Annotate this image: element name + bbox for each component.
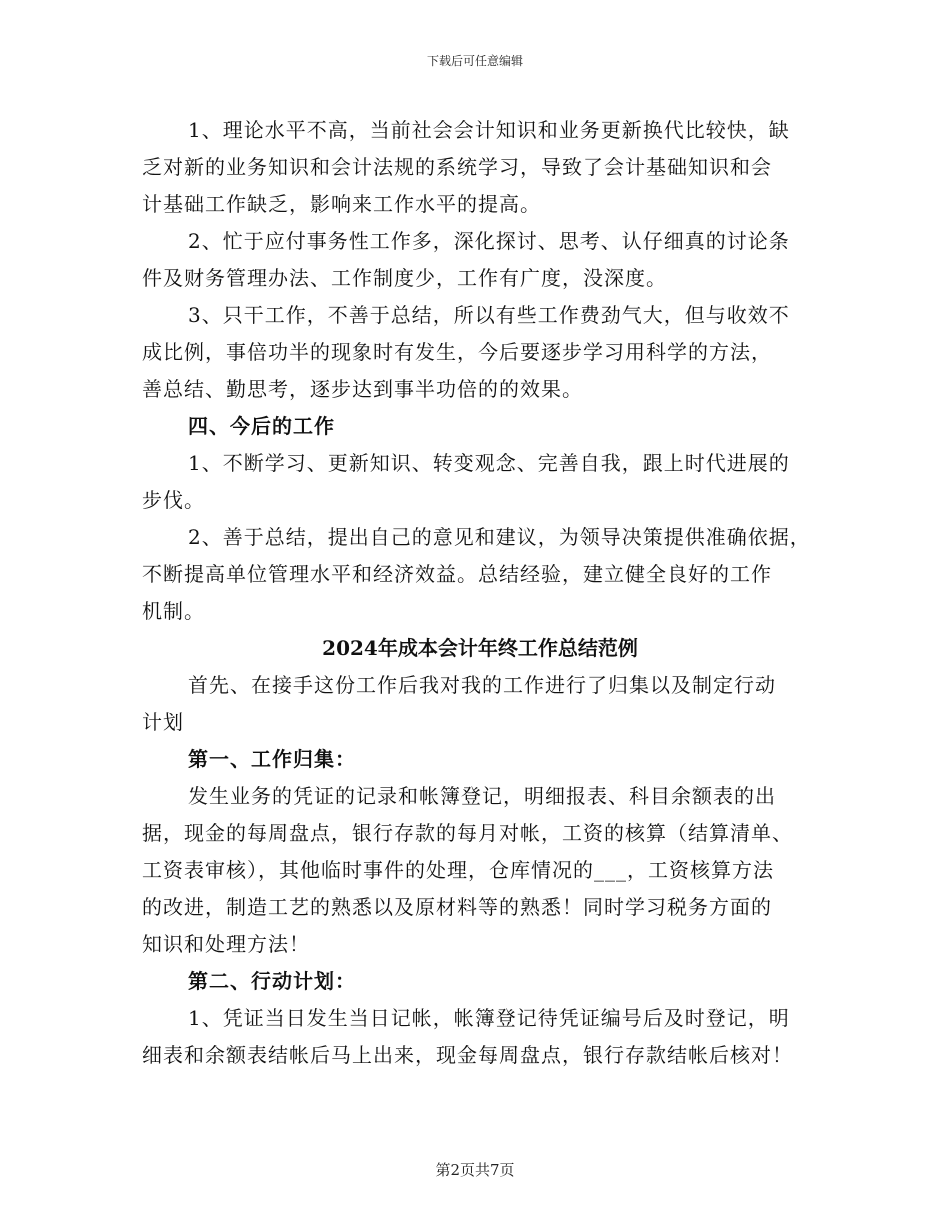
- text-line: 1、凭证当日发生当日记帐，帐簿登记待凭证编号后及时登记，明: [188, 1006, 790, 1030]
- text-line: 2024年成本会计年终工作总结范例: [322, 636, 638, 660]
- text-line: 机制。: [142, 599, 205, 623]
- text-line: 第一、工作归集：: [188, 747, 356, 771]
- text-line: 2、善于总结，提出自己的意见和建议，为领导决策提供准确依据，: [188, 525, 811, 549]
- text-line: 善总结、勤思考，逐步达到事半功倍的的效果。: [142, 377, 583, 401]
- text-line: 工资表审核），其他临时事件的处理，仓库情况的___，工资核算方法: [142, 858, 774, 882]
- paragraph: [142, 778, 818, 963]
- text-line: 的改进，制造工艺的熟悉以及原材料等的熟悉！同时学习税务方面的: [142, 895, 772, 919]
- text-line: 第二、行动计划：: [188, 969, 356, 993]
- paragraph: [142, 112, 818, 223]
- page-number: 第2页共7页: [435, 1161, 515, 1179]
- paragraph: [142, 297, 818, 408]
- text-line: 四、今后的工作: [188, 414, 335, 438]
- text-line: 不断提高单位管理水平和经济效益。总结经验，建立健全良好的工作: [142, 562, 772, 586]
- text-line: 首先、在接手这份工作后我对我的工作进行了归集以及制定行动: [188, 673, 776, 697]
- paragraph: [142, 667, 818, 741]
- text-line: 细表和余额表结帐后马上出来，现金每周盘点，银行存款结帐后核对！: [142, 1043, 793, 1067]
- text-line: 3、只干工作，不善于总结，所以有些工作费劲气大，但与收效不: [188, 303, 790, 327]
- paragraph: [142, 223, 818, 297]
- document-body: [142, 112, 818, 1074]
- text-line: 件及财务管理办法、工作制度少，工作有广度，没深度。: [142, 266, 667, 290]
- text-line: 计基础工作缺乏，影响来工作水平的提高。: [142, 192, 541, 216]
- text-line: 乏对新的业务知识和会计法规的系统学习，导致了会计基础知识和会: [142, 155, 772, 179]
- text-line: 计划: [142, 710, 184, 734]
- text-line: 1、理论水平不高，当前社会会计知识和业务更新换代比较快，缺: [188, 118, 790, 142]
- text-line: 1、不断学习、更新知识、转变观念、完善自我，跟上时代进展的: [188, 451, 790, 475]
- paragraph: [142, 519, 818, 630]
- text-line: 2、忙于应付事务性工作多，深化探讨、思考、认仔细真的讨论条: [188, 229, 790, 253]
- section-title: [142, 630, 818, 667]
- section-heading: [142, 963, 818, 1000]
- text-line: 知识和处理方法！: [142, 932, 310, 956]
- section-heading: [142, 741, 818, 778]
- paragraph: [142, 1000, 818, 1074]
- text-line: 成比例，事倍功半的现象时有发生，今后要逐步学习用科学的方法，: [142, 340, 772, 364]
- page-header-note: 下载后可任意编辑: [426, 54, 523, 68]
- text-line: 发生业务的凭证的记录和帐簿登记，明细报表、科目余额表的出: [188, 784, 776, 808]
- section-heading: [142, 408, 818, 445]
- paragraph: [142, 445, 818, 519]
- text-line: 步伐。: [142, 488, 205, 512]
- text-line: 据，现金的每周盘点，银行存款的每月对帐，工资的核算（结算清单、: [142, 821, 793, 845]
